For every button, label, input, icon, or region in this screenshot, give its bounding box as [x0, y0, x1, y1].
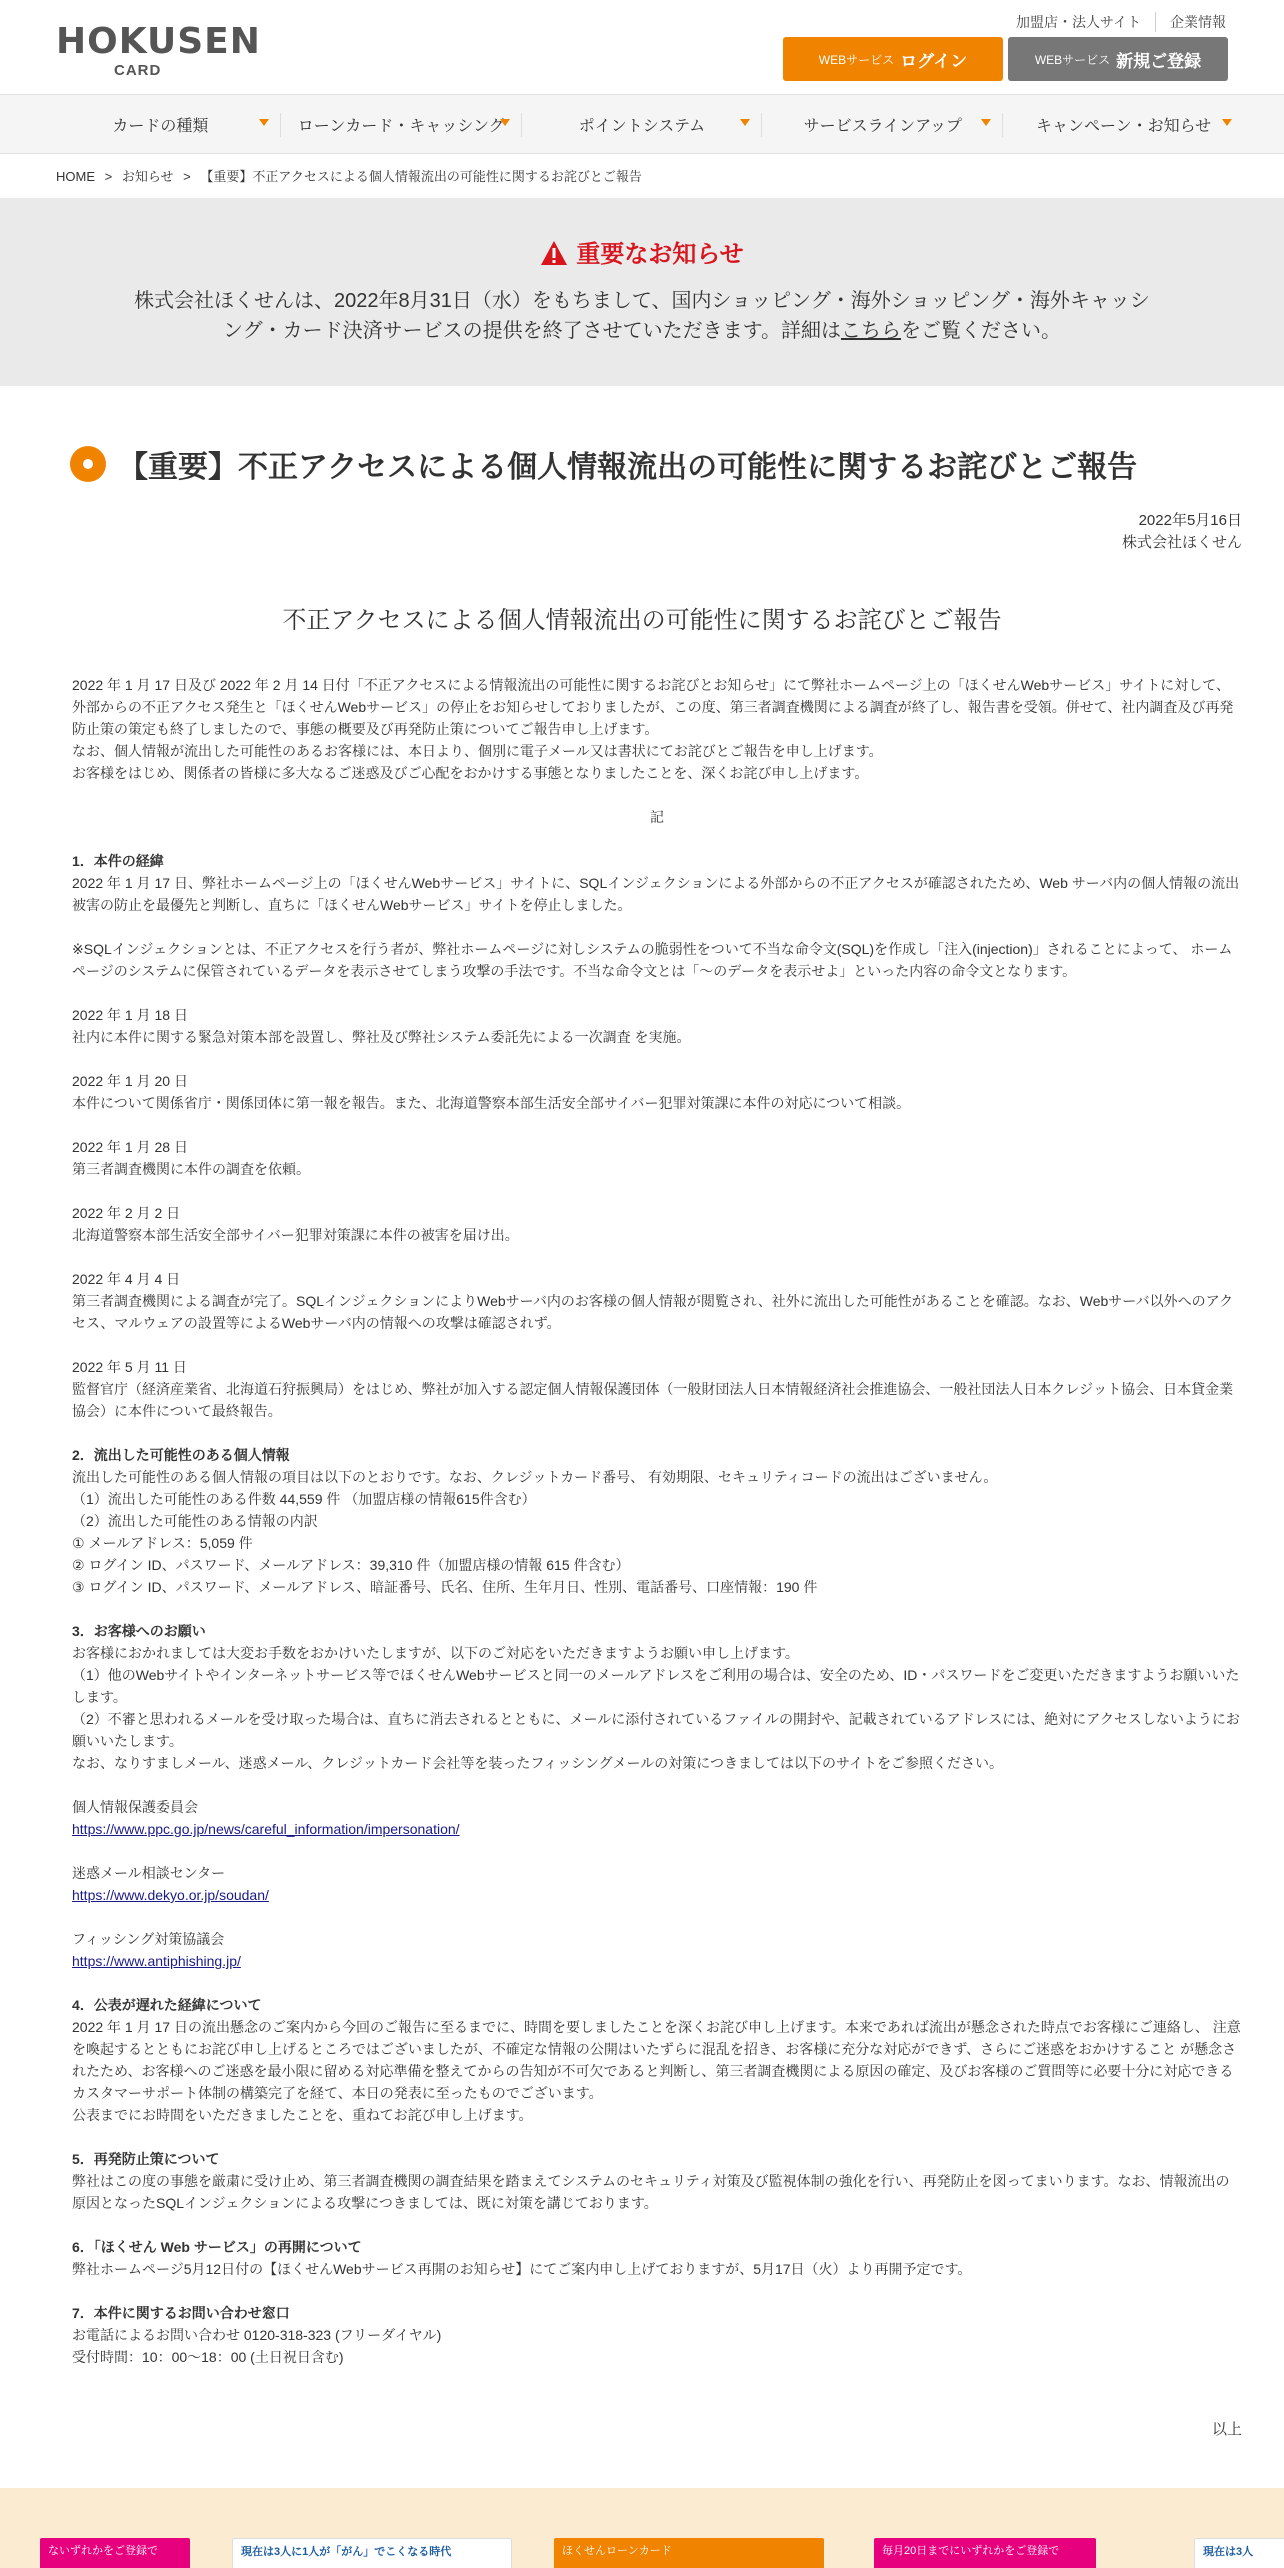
- article-header: [70, 436, 1230, 486]
- reference-org-name: 個人情報保護委員会: [72, 1799, 198, 1815]
- caret-down-icon: [740, 119, 750, 126]
- timeline-text: 社内に本件に関する緊急対策本部を設置し、弊社及び弊社システム委託先による一次調査 を実施。: [72, 1029, 691, 1045]
- timeline-date: 2022 年 5 月 11 日: [72, 1359, 187, 1375]
- section-text: なお、なりすましメール、迷惑メール、クレジットカード会社等を装ったフィッシングメールの対策につきましては以下のサイトをご参照ください。: [72, 1755, 1003, 1771]
- notice-text-end: をご覧ください。: [901, 320, 1061, 342]
- banner-text: 現在は3人に1人が「がん」でこくなる時代: [241, 2546, 452, 2558]
- intro-paragraph: 2022 年 1 月 17 日及び 2022 年 2 月 14 日付「不正アクセスによる情報流出の可能性に関するお詫びとお知らせ」にて弊社ホームページ上の「ほくせんWebサービス」サイトに対して、外部からの不正アクセス発生と「ほくせんWebサービス」の停止をお知らせしておりましたが、この度、第三者調査機関による調査が終了し、報告書を受領。併せて、社内調査及び再発防止策の策定も終了しましたので、事態の概要及び再発防止策についてご報告申し上げます。: [72, 677, 1234, 737]
- timeline-text: 第三者調査機関による調査が完了。SQLインジェクションによりWebサーバ内のお客様の個人情報が閲覧され、社外に流出した可能性があることを確認。なお、Webサーバ以外へのアクセス、マルウェアの設置等によるWebサーバ内の情報への攻撃は確認されず。: [72, 1293, 1234, 1331]
- timeline-date: 2022 年 1 月 28 日: [72, 1139, 188, 1155]
- timeline-date: 2022 年 2 月 2 日: [72, 1205, 181, 1221]
- company-info-link[interactable]: 企業情報: [1170, 14, 1226, 30]
- nav-label: キャンペーン・お知らせ: [1035, 117, 1212, 135]
- caret-down-icon: [259, 119, 269, 126]
- section-text: 流出した可能性のある個人情報の項目は以下のとおりです。なお、クレジットカード番号、 有効期限、セキュリティコードの流出はございません。: [72, 1469, 998, 1485]
- breadcrumb: [56, 166, 648, 185]
- warning-icon: [540, 240, 568, 266]
- section-heading: 3．お客様へのお願い: [72, 1623, 206, 1639]
- breadcrumb-current: 【重要】不正アクセスによる個人情報流出の可能性に関するお詫びとご報告: [200, 169, 642, 184]
- section-text: ① メールアドレス：5,059 件: [72, 1535, 253, 1551]
- banner-point[interactable]: [874, 2538, 1096, 2568]
- timeline-text: 監督官庁（経済産業省、北海道石狩振興局）をはじめ、弊社が加入する認定個人情報保護団体（一般財団法人日本情報経済社会推進協会、一般社団法人日本クレジット協会、日本貸金業協会）に本件について最終報告。: [72, 1381, 1234, 1419]
- web-service-register-button[interactable]: [1008, 37, 1228, 81]
- timeline-text: 北海道警察本部生活安全部サイバー犯罪対策課に本件の被害を届け出。: [72, 1227, 519, 1243]
- antiphishing-link[interactable]: https://www.antiphishing.jp/: [72, 1953, 241, 1969]
- nav-card-types[interactable]: [40, 95, 281, 153]
- page-title: 【重要】不正アクセスによる個人情報流出の可能性に関するお詫びとご報告: [118, 451, 1138, 484]
- section-text: 弊社はこの度の事態を厳粛に受け止め、第三者調査機関の調査結果を踏まえてシステムのセキュリティ対策及び監視体制の強化を行い、再発防止を図ってまいります。なお、情報流出の原因となったSQLインジェクションによる攻撃につきましては、既に対策を講じております。: [72, 2173, 1230, 2211]
- banner-text: ほくせんローンカード: [562, 2545, 672, 2557]
- banner-text: 現在は3人: [1203, 2546, 1254, 2558]
- breadcrumb-separator: >: [104, 169, 113, 184]
- caret-down-icon: [981, 119, 991, 126]
- section-text: 公表までにお時間をいただきましたことを、重ねてお詫び申し上げます。: [72, 2107, 533, 2123]
- login-prefix: WEBサービス: [818, 52, 895, 67]
- timeline-text: 本件について関係省庁・関係団体に第一報を報告。また、北海道警察本部生活安全部サイバー犯罪対策課に本件の対応について相談。: [72, 1095, 911, 1111]
- nav-label: ローンカード・キャッシング: [297, 117, 505, 135]
- banner-loan-card[interactable]: [554, 2538, 824, 2568]
- circle-bullet-icon: [70, 446, 106, 482]
- nav-label: ポイントシステム: [578, 117, 706, 135]
- timeline-date: 2022 年 1 月 18 日: [72, 1007, 188, 1023]
- contact-phone: お電話によるお問い合わせ 0120-318-323 (フリーダイヤル): [72, 2327, 442, 2343]
- section-text: （1）他のWebサイトやインターネットサービス等でほくせんWebサービスと同一のメールアドレスをご利用の場合は、安全のため、ID・パスワードをご変更いただきますようお願いいたします。: [72, 1667, 1240, 1705]
- intro-paragraph: なお、個人情報が流出した可能性のあるお客様には、本日より、個別に電子メール又は書状にてお詫びとご報告を申し上げます。: [72, 743, 883, 759]
- merchant-corporate-link[interactable]: 加盟店・法人サイト: [1002, 12, 1156, 32]
- article-body: [72, 674, 1242, 2368]
- banner-insurance-2[interactable]: [1194, 2538, 1284, 2568]
- nav-label: サービスラインアップ: [803, 117, 962, 135]
- web-service-login-button[interactable]: [783, 37, 1003, 81]
- important-notice: [0, 198, 1284, 386]
- notice-text: 株式会社ほくせんは、2022年8月31日（水）をもちまして、国内ショッピング・海外ショッピング・海外キャッシング・カード決済サービスの提供を終了させていただきます。詳細は: [134, 290, 1150, 342]
- nav-campaign-news[interactable]: [1003, 95, 1244, 153]
- hokusen-card-logo[interactable]: [56, 21, 261, 79]
- breadcrumb-news[interactable]: お知らせ: [121, 169, 174, 184]
- section-text: （2）不審と思われるメールを受け取った場合は、直ちに消去されるとともに、メールに添付されているファイルの開封や、記載されているアドレスには、絶対にアクセスしないようにお願いいたします。: [72, 1711, 1240, 1749]
- login-label: ログイン: [900, 51, 968, 71]
- caret-down-icon: [1222, 119, 1232, 126]
- intro-paragraph: お客様をはじめ、関係者の皆様に多大なるご迷惑及びご心配をおかけする事態となりましたことを、深くお詫び申し上げます。: [72, 765, 869, 781]
- caret-down-icon: [500, 119, 510, 126]
- top-links: [1002, 12, 1226, 32]
- article-meta: [1122, 510, 1242, 554]
- banner-strip: [0, 2488, 1284, 2568]
- reference-org-name: フィッシング対策協議会: [72, 1931, 225, 1947]
- banner-insurance[interactable]: [232, 2538, 512, 2568]
- section-text: 2022 年 1 月 17 日、弊社ホームページ上の「ほくせんWebサービス」サイトに、SQLインジェクションによる外部からの不正アクセスが確認されたため、Web サーバ内の個人情報の流出被害の防止を最優先と判断し、直ちに「ほくせんWebサービス」サイトを停止しました。: [72, 875, 1240, 913]
- register-prefix: WEBサービス: [1034, 52, 1111, 67]
- timeline-text: 第三者調査機関に本件の調査を依頼。: [72, 1161, 310, 1177]
- section-text: ③ ログイン ID、パスワード、メールアドレス、暗証番号、氏名、住所、生年月日、性別、電話番号、口座情報：190 件: [72, 1579, 818, 1595]
- end-marker: 以上: [1211, 2421, 1242, 2438]
- ki-marker: 記: [650, 809, 664, 825]
- banner-text: ないずれかをご登録で: [48, 2545, 158, 2557]
- section-text: 弊社ホームページ5月12日付の【ほくせんWebサービス再開のお知らせ】にてご案内申し上げておりますが、5月17日（火）より再開予定です。: [72, 2261, 972, 2277]
- sql-injection-note: ※SQLインジェクションとは、不正アクセスを行う者が、弊社ホームページに対しシステムの脆弱性をついて不当な命令文(SQL)を作成し「注入(injection)」されることによって、 ホームページのシステムに保管されているデータを表示させてしまう攻撃の手法です。不当な命令文とは「～のデータを表示せよ」といった内容の命令文となります。: [72, 941, 1233, 979]
- logo-subtext: CARD: [114, 62, 162, 79]
- nav-point-system[interactable]: [522, 95, 763, 153]
- section-heading: 7．本件に関するお問い合わせ窓口: [72, 2305, 290, 2321]
- breadcrumb-home[interactable]: HOME: [56, 169, 95, 184]
- notice-body: [130, 286, 1154, 346]
- section-text: お客様におかれましては大変お手数をおかけいたしますが、以下のご対応をいただきますようお願い申し上げます。: [72, 1645, 799, 1661]
- article-company: 株式会社ほくせん: [1121, 534, 1242, 551]
- nav-loan-cashing[interactable]: [281, 95, 522, 153]
- article-date: 2022年5月16日: [1138, 512, 1242, 529]
- notice-title: 重要なお知らせ: [576, 241, 744, 268]
- section-text: （2）流出した可能性のある情報の内訳: [72, 1513, 318, 1529]
- breadcrumb-separator: >: [183, 169, 191, 184]
- section-text: 2022 年 1 月 17 日の流出懸念のご案内から今回のご報告に至るまでに、時間を要しましたことを深くお詫び申し上げます。本来であれば流出が懸念された時点でお客様にご連絡し、 注意を喚起するとともにお詫び申し上げるところではございましたが、不確定な情報の公開はいたずらに混乱を招き、お客様に充分な対応ができず、さらにご迷惑をおかけすること が懸念されたため、お客様へのご迷惑を最小限に留める対応準備を整えてからの告知が不可欠であると判断し、第三者調査機関による原因の確定、及びお客様のご質問等に必要十分に対応できるカスタマーサポート体制の構築完了を経て、本日の発表に至ったものでございます。: [72, 2019, 1241, 2101]
- notice-details-link[interactable]: こちら: [841, 320, 901, 342]
- main-nav: [0, 94, 1284, 154]
- reference-org-name: 迷惑メール相談センター: [72, 1865, 226, 1881]
- ppc-link[interactable]: https://www.ppc.go.jp/news/careful_information/impersonation/: [72, 1821, 460, 1837]
- notice-title-row: [0, 234, 1284, 269]
- section-text: （1）流出した可能性のある件数 44,559 件 （加盟店様の情報615件含む）: [72, 1491, 536, 1507]
- section-heading: 1．本件の経緯: [72, 853, 164, 869]
- banner-campaign[interactable]: [40, 2538, 190, 2568]
- section-heading: 6．「ほくせん Web サービス」の再開について: [72, 2239, 362, 2255]
- timeline-date: 2022 年 4 月 4 日: [72, 1271, 181, 1287]
- section-heading: 2．流出した可能性のある個人情報: [72, 1447, 290, 1463]
- nav-service-lineup[interactable]: [762, 95, 1003, 153]
- article-subtitle: 不正アクセスによる個人情報流出の可能性に関するお詫びとご報告: [282, 607, 1002, 634]
- contact-hours: 受付時間：10：00～18：00 (土日祝日含む): [72, 2349, 344, 2365]
- section-heading: 4．公表が遅れた経緯について: [72, 1997, 262, 2013]
- site-header: [0, 0, 1284, 94]
- nav-label: カードの種類: [112, 117, 209, 135]
- register-label: 新規ご登録: [1116, 51, 1202, 71]
- section-heading: 5．再発防止策について: [72, 2151, 220, 2167]
- timeline-date: 2022 年 1 月 20 日: [72, 1073, 188, 1089]
- logo-text: HOKUSEN: [56, 21, 261, 62]
- banner-text: 毎月20日までにいずれかをご登録で: [882, 2545, 1060, 2557]
- dekyo-link[interactable]: https://www.dekyo.or.jp/soudan/: [72, 1887, 269, 1903]
- section-text: ② ログイン ID、パスワード、メールアドレス：39,310 件（加盟店様の情報 615 件含む）: [72, 1557, 630, 1573]
